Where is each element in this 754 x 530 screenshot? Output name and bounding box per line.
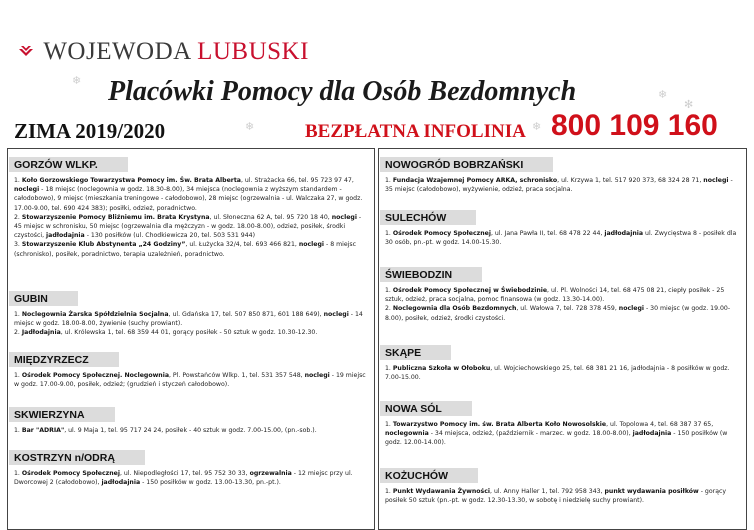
section-skape: [379, 341, 746, 382]
infoline-label: BEZPŁATNA INFOLINIA: [305, 121, 526, 142]
logo: [17, 38, 309, 66]
entry-list: [14, 310, 368, 338]
entry-list: [14, 176, 368, 259]
snowflake-icon: ❄: [72, 74, 82, 87]
list-item: 1. Ośrodek Pomocy Społecznej, ul. Jana Pawła II, tel. 68 478 22 44, jadłodajnia ul. Zwycięstwa 8 - posiłek dla 30 osób, pn.-pt. w godz. 14.00-15.30.: [385, 230, 737, 247]
season-label: ZIMA 2019/2020: [14, 119, 166, 143]
entry-list: [385, 420, 740, 448]
entry-list: [385, 176, 740, 194]
section-heading: NOWA SÓL: [380, 401, 472, 416]
list-item: 2. Jadłodajnia, ul. Królewska 1, tel. 68 359 44 01, gorący posiłek - 50 sztuk w godz. 10.30-12.30.: [14, 329, 318, 337]
section-nowogrod-bobrzanski: [379, 153, 746, 194]
section-heading: SKWIERZYNA: [9, 407, 115, 422]
section-heading: ŚWIEBODZIN: [380, 267, 482, 282]
list-item: 1. Fundacja Wzajemnej Pomocy ARKA, schronisko, ul. Krzywa 1, tel. 517 920 373, 68 324 28 71, noclegi - 35 miejsc (całodobowo), wyżywienie, odzież, praca socjalna.: [385, 177, 733, 194]
section-heading: MIĘDZYRZECZ: [9, 352, 119, 367]
section-heading: SULECHÓW: [380, 210, 476, 225]
list-item: 1. Punkt Wydawania Żywności, ul. Anny Haller 1, tel. 792 958 343, punkt wydawania posiłków - gorący posiłek 50 sztuk (pn.-pt. w godz. 12.30-13.30, w sobotę i niedzielę suchy prowiant).: [385, 488, 727, 505]
logo-word-lubuski: LUBUSKI: [197, 38, 309, 65]
list-item: 1. Publiczna Szkoła w Ołoboku, ul. Wojciechowskiego 25, tel. 68 381 21 16, jadłodajnia - 8 posiłków w godz. 7.00-15.00.: [385, 365, 730, 382]
section-heading: NOWOGRÓD BOBRZAŃSKI: [380, 157, 553, 172]
section-kozuchow: [379, 464, 746, 505]
left-column: [7, 148, 375, 530]
snowflake-icon: ❄: [532, 120, 542, 133]
list-item: 1. Koło Gorzowskiego Towarzystwa Pomocy im. Św. Brata Alberta, ul. Strażacka 66, tel. 95 723 97 47, noclegi - 18 miejsc (noclegownia w godz. 18.30-8.00), 34 miejsca (noclegownia z wyższym standardem - całodobowo), 9 miejsc (mieszkania treningowe - całodobowo), 28 miejsc (ogrzewalnia - ul. Walczaka 27, w godz. 17.00-9.00, tel. 690 424 383); posiłki, odzież, poradnictwo.: [14, 177, 363, 212]
list-item: 1. Towarzystwo Pomocy im. św. Brata Alberta Koło Nowosolskie, ul. Topolowa 4, tel. 68 387 37 65, noclegownia - 34 miejsca, odzież, (październik - marzec. w godz. 18.00-8.00), jadłodajnia - 150 posiłków (w godz. 12.00-14.00).: [385, 421, 728, 447]
entry-list: [14, 469, 368, 487]
list-item: 1. Bar "ADRIA", ul. 9 Maja 1, tel. 95 717 24 24, posiłek - 40 sztuk w godz. 7.00-15.00, (pn.-sob.).: [14, 427, 317, 434]
section-heading: SKĄPE: [380, 345, 451, 360]
list-item: 1. Ośrodek Pomocy Społecznej, ul. Niepodległości 17, tel. 95 752 30 33, ogrzewalnia - 12 miejsc przy ul. Dworcowej 2 (całodobowo), jadłodajnia - 150 posiłków w godz. 13.00-13.30, pn.-pt.).: [14, 470, 353, 487]
entry-list: [385, 364, 740, 382]
list-item: 1. Ośrodek Pomocy Społecznej. Noclegownia, Pl. Powstańców Wlkp. 1, tel. 531 357 548, noclegi - 19 miejsc w godz. 17.00-9.00, posiłek, odzież; (grudzień i styczeń całodobowo).: [14, 372, 366, 389]
section-miedzyrzecz: [8, 348, 374, 389]
infoline-phone-number: 800 109 160: [551, 109, 718, 142]
section-skwierzyna: [8, 403, 374, 435]
section-swiebodzin: [379, 263, 746, 323]
entry-list: [385, 229, 740, 247]
list-item: 2. Noclegownia dla Osób Bezdomnych, ul. Wałowa 7, tel. 728 378 459, noclegi - 30 miejsc (w godz. 19.00-8.00), posiłek, odzież, środki czystości.: [385, 305, 731, 322]
right-column: [378, 148, 747, 530]
section-sulechow: [379, 206, 746, 247]
logo-word-wojewoda: WOJEWODA: [43, 38, 191, 65]
section-gubin: [8, 287, 374, 338]
snowflake-icon: ✻: [684, 98, 694, 111]
section-gorzow: [8, 153, 374, 259]
list-item: 3. Stowarzyszenie Klub Abstynenta „24 Godziny”, ul. Łużycka 32/4, tel. 693 466 821, noclegi - 8 miejsc (schronisko), posiłek, poradnictwo, terapia uzależnień, poradnictwo.: [14, 241, 357, 258]
list-item: 2. Stowarzyszenie Pomocy Bliźniemu im. Brata Krystyna, ul. Słoneczna 62 A, tel. 95 720 18 40, noclegi - 45 miejsc w schronisku, 50 miejsc (ogrzewalnia dla mężczyzn - w godz. 18.00-8.00), odzież, posiłek, środki czystości, jadłodajnia - 130 posiłków (ul. Chodkiewicza 20, tel. 503 531 944): [14, 213, 362, 240]
section-heading: KOŻUCHÓW: [380, 468, 478, 483]
section-kostrzyn: [8, 446, 374, 487]
entry-list: [385, 487, 740, 505]
entry-list: [14, 426, 368, 435]
entry-list: [14, 371, 368, 389]
eagle-emblem-icon: [17, 43, 35, 61]
section-nowa-sol: [379, 397, 746, 448]
section-heading: KOSTRZYN n/ODRĄ: [9, 450, 145, 465]
snowflake-icon: ❄: [658, 88, 668, 101]
entry-list: [385, 286, 740, 323]
snowflake-icon: ❄: [245, 120, 255, 133]
section-heading: GORZÓW WLKP.: [9, 157, 128, 172]
page-title: Placówki Pomocy dla Osób Bezdomnych: [108, 76, 577, 107]
list-item: 1. Noclegownia Żarska Spółdzielnia Socjalna, ul. Gdańska 17, tel. 507 850 871, 601 188 649), noclegi - 14 miejsc w godz. 18.00-8.00, żywienie (suchy prowiant).: [14, 311, 363, 328]
list-item: 1. Ośrodek Pomocy Społecznej w Świebodzinie, ul. Pl. Wolności 14, tel. 68 475 08 21, ciepły posiłek - 25 sztuk, odzież, praca socjalna, pomoc finansowa (w godz. 13.30-14.00).: [385, 287, 725, 304]
section-heading: GUBIN: [9, 291, 78, 306]
